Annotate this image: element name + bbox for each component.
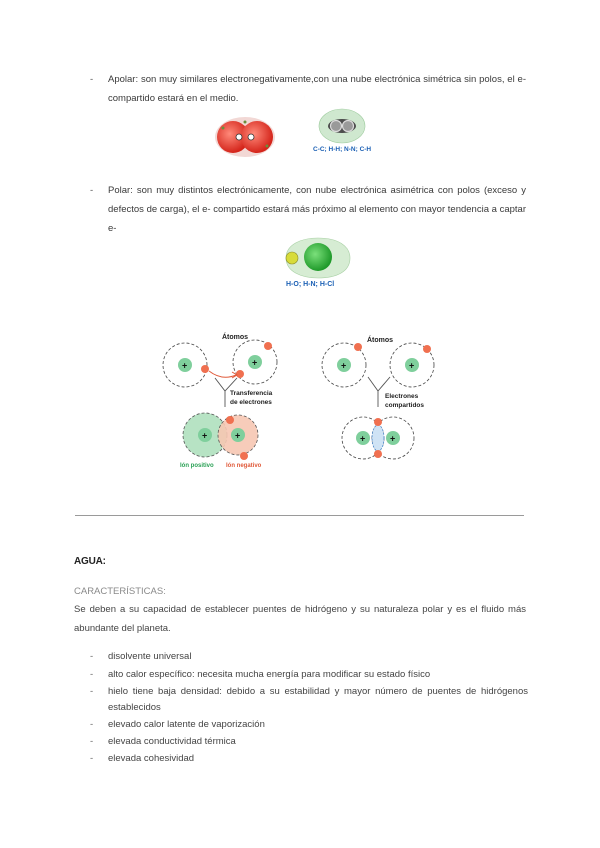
electron-dot [236,134,242,140]
polar-caption: H-O; H-N; H-Cl [286,281,335,288]
list-item: elevada conductividad térmica [108,736,236,747]
agua-title: AGUA: [74,556,106,567]
heavy-atom [304,243,332,271]
atom-right [343,121,354,132]
apolar-caption: C-C; H-H; N-N; C-H [313,146,372,153]
plus-sign: + [252,357,258,368]
plus-sign: + [409,360,415,371]
transfer-label-line2: de electrones [230,399,272,406]
apolar-molecule-red-image [214,114,276,160]
transfer-arrow [209,371,236,377]
bullet-dash: - [90,651,94,662]
list-item: elevada cohesividad [108,753,195,764]
section-divider [75,515,524,516]
electron [240,452,248,460]
electron [374,450,382,458]
transfer-label-line1: Transferencia [230,390,273,397]
shared-label-line2: compartidos [385,402,425,409]
plus-sign: + [235,430,241,441]
right-atoms-title: Átomos [367,337,394,344]
electron [264,342,272,350]
atom-left [331,121,342,132]
list-item: hielo tiene baja densidad: debido a su estabilidad y mayor número de puentes de hidrógenos establecidos [108,686,528,713]
bond-types-diagram [160,325,460,475]
polar-paragraph: Polar: son muy distintos electrónicamente, con nube electrónica asimétrica con polos (exceso y defectos de carga), el e- compartido estará más próximo al elemento con mayor tendencia a captar e- [108,185,526,234]
covalent-diagram [322,335,434,459]
left-atoms-title: Átomos [222,334,249,341]
electron [201,365,209,373]
electron [354,343,362,351]
plus-sign: + [390,433,396,444]
bullet-dash: - [90,719,94,730]
apolar-molecule-green-image [318,108,366,144]
list-item: elevado calor latente de vaporización [108,719,265,730]
polar-molecule-image [278,232,354,280]
characteristics-subtitle: CARACTERÍSTICAS: [74,586,166,597]
electron [226,416,234,424]
bullet-dash: - [90,686,94,697]
plus-sign: + [360,433,366,444]
shared-electron-region [372,425,384,451]
atom-right [241,121,273,153]
electron [236,370,244,378]
hydrogen-atom [286,252,298,264]
electron-dot [266,145,269,148]
agua-intro: Se deben a su capacidad de establecer puentes de hidrógeno y su naturaleza polar y es el fluido más abundante del planeta. [74,604,526,634]
electron [374,418,382,426]
plus-sign: + [182,360,188,371]
electron-dot [244,121,247,124]
positive-ion-label: Ión positivo [180,463,214,469]
apolar-paragraph: Apolar: son muy similares electronegativamente,con una nube electrónica simétrica sin polos, el e- compartido estará en el medio. [108,74,526,104]
plus-sign: + [202,430,208,441]
bullet-dash: - [90,669,94,680]
list-item: alto calor específico: necesita mucha energía para modificar su estado físico [108,669,431,680]
shared-label-line1: Electrones [385,393,419,400]
list-item: disolvente universal [108,651,192,662]
bullet-dash: - [90,753,94,764]
bullet-dash: - [90,736,94,747]
bullet-dash: - [90,185,94,196]
electron [423,345,431,353]
electron-dot [222,127,225,130]
negative-ion-label: Ión negativo [226,463,262,469]
ionic-diagram [163,332,277,469]
bullet-dash: - [90,74,94,85]
plus-sign: + [341,360,347,371]
electron-dot [248,134,254,140]
